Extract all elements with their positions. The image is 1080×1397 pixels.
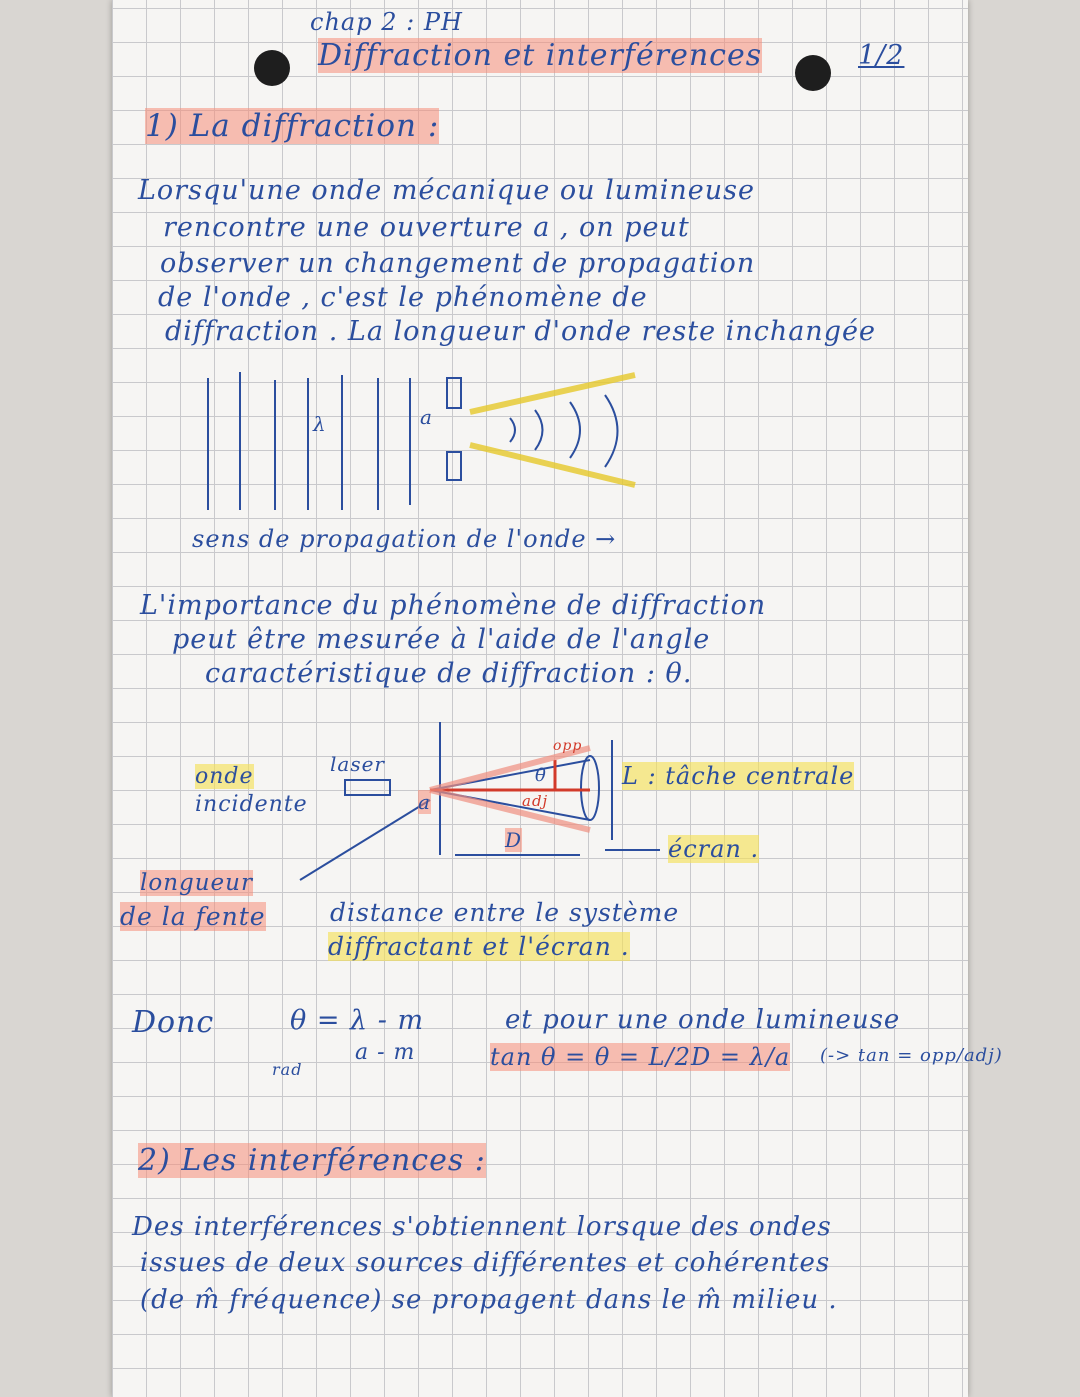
theta-formula: θ = λ - m — [290, 1005, 425, 1036]
para-line: Lorsqu'une onde mécanique ou lumineuse — [138, 175, 756, 206]
section-2-heading: 2) Les interférences : — [138, 1143, 486, 1178]
page-number: 1/2 — [858, 40, 905, 71]
distance-label: D — [505, 828, 523, 852]
chapter-label: chap 2 : PH — [310, 8, 463, 36]
para-line: rencontre une ouverture a , on peut — [163, 212, 690, 243]
para-line: peut être mesurée à l'aide de l'angle — [172, 624, 711, 655]
adj-label: adj — [522, 792, 549, 810]
donc-label: Donc — [132, 1005, 215, 1040]
slit-width-label: longueur — [140, 870, 253, 896]
screen-label: écran . — [668, 835, 760, 863]
theta-denominator: a - m — [355, 1040, 416, 1065]
page-title: Diffraction et interférences — [318, 38, 763, 73]
para-line: L'importance du phénomène de diffraction — [140, 590, 767, 621]
opp-label: opp — [553, 738, 583, 754]
tan-formula: tan θ = θ = L/2D = λ/a — [490, 1043, 791, 1071]
central-spot-label: L : tâche centrale — [622, 762, 855, 790]
para-line: (de m̂ fréquence) se propagent dans le m̂ milieu . — [140, 1285, 838, 1315]
tan-note: (-> tan = opp/adj) — [820, 1045, 1003, 1066]
para-line: diffraction . La longueur d'onde reste inchangée — [165, 316, 876, 347]
lambda-label: λ — [313, 412, 327, 436]
light-wave-label: et pour une onde lumineuse — [505, 1005, 901, 1035]
para-line: issues de deux sources différentes et cohérentes — [140, 1248, 831, 1278]
theta-label: θ — [535, 765, 547, 786]
propagation-caption: sens de propagation de l'onde → — [192, 525, 617, 553]
incidente-label: incidente — [195, 792, 308, 817]
para-line: Des interférences s'obtiennent lorsque des ondes — [132, 1212, 832, 1242]
distance-caption: diffractant et l'écran . — [328, 932, 630, 961]
slit-width-label: de la fente — [120, 902, 266, 931]
para-line: de l'onde , c'est le phénomène de — [158, 282, 648, 313]
rad-unit: rad — [272, 1060, 303, 1079]
onde-label: onde — [195, 764, 254, 789]
para-line: observer un changement de propagation — [160, 248, 756, 279]
para-line: caractéristique de diffraction : θ. — [205, 658, 693, 689]
aperture-label: a — [420, 405, 433, 429]
distance-caption: distance entre le système — [330, 898, 680, 927]
slit-label: a — [418, 790, 431, 814]
section-1-heading: 1) La diffraction : — [145, 108, 440, 144]
laser-label: laser — [330, 752, 385, 776]
